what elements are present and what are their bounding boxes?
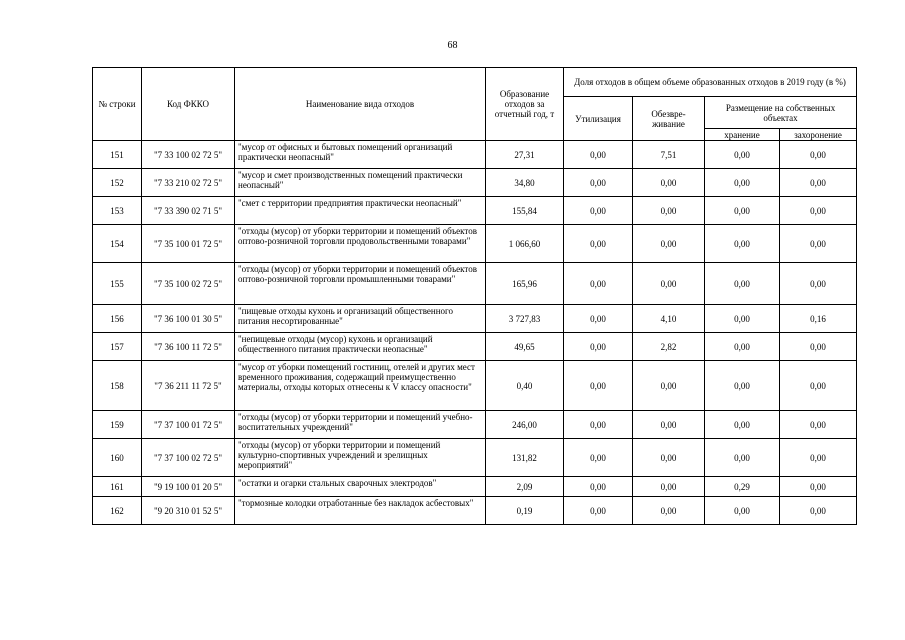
storage-value: 0,00 — [705, 197, 780, 225]
table-row — [93, 361, 857, 411]
neutralization-value: 0,00 — [633, 225, 705, 263]
fkko-code: "7 33 100 02 72 5" — [142, 141, 235, 169]
row-number: 151 — [93, 141, 142, 169]
burial-value: 0,00 — [780, 411, 857, 439]
utilization-value: 0,00 — [564, 411, 633, 439]
row-number: 158 — [93, 361, 142, 411]
table-row — [93, 477, 857, 497]
neutralization-value: 0,00 — [633, 411, 705, 439]
table-row — [93, 169, 857, 197]
neutralization-value: 0,00 — [633, 197, 705, 225]
row-number: 154 — [93, 225, 142, 263]
neutralization-value: 4,10 — [633, 305, 705, 333]
formed-value: 155,84 — [486, 197, 564, 225]
storage-value: 0,00 — [705, 305, 780, 333]
waste-name: "отходы (мусор) от уборки территории и помещений объектов оптово-розничной торговли продовольственными товарами" — [235, 225, 486, 263]
formed-value: 27,31 — [486, 141, 564, 169]
waste-name: "отходы (мусор) от уборки территории и помещений культурно-спортивных учреждений и зрелищных мероприятий" — [235, 439, 486, 477]
neutralization-value: 0,00 — [633, 497, 705, 525]
formed-value: 165,96 — [486, 263, 564, 305]
page-number: 68 — [447, 40, 458, 51]
burial-value: 0,16 — [780, 305, 857, 333]
neutralization-value: 0,00 — [633, 361, 705, 411]
formed-value: 0,19 — [486, 497, 564, 525]
row-number: 153 — [93, 197, 142, 225]
burial-value: 0,00 — [780, 225, 857, 263]
waste-name: "отходы (мусор) от уборки территории и помещений объектов оптово-розничной торговли промышленными товарами" — [235, 263, 486, 305]
fkko-code: "9 19 100 01 20 5" — [142, 477, 235, 497]
neutralization-value: 0,00 — [633, 169, 705, 197]
utilization-value: 0,00 — [564, 439, 633, 477]
fkko-code: "7 33 210 02 72 5" — [142, 169, 235, 197]
utilization-value: 0,00 — [564, 497, 633, 525]
row-number: 161 — [93, 477, 142, 497]
utilization-value: 0,00 — [564, 305, 633, 333]
waste-name: "пищевые отходы кухонь и организаций общественного питания несортированные" — [235, 305, 486, 333]
table-body — [93, 141, 857, 525]
storage-value: 0,00 — [705, 225, 780, 263]
table-row — [93, 141, 857, 169]
fkko-code: "7 35 100 01 72 5" — [142, 225, 235, 263]
header-fkko-code: Код ФККО — [142, 68, 235, 141]
waste-name: "непищевые отходы (мусор) кухонь и организаций общественного питания практически неопасные" — [235, 333, 486, 361]
table-row — [93, 497, 857, 525]
utilization-value: 0,00 — [564, 361, 633, 411]
waste-name: "мусор от офисных и бытовых помещений организаций практически неопасный" — [235, 141, 486, 169]
row-number: 160 — [93, 439, 142, 477]
waste-name: "отходы (мусор) от уборки территории и помещений учебно-воспитательных учреждений" — [235, 411, 486, 439]
storage-value: 0,00 — [705, 439, 780, 477]
header-formed: Образование отходов за отчетный год, т — [486, 68, 564, 141]
storage-value: 0,00 — [705, 497, 780, 525]
utilization-value: 0,00 — [564, 197, 633, 225]
burial-value: 0,00 — [780, 169, 857, 197]
header-share-group: Доля отходов в общем объеме образованных отходов в 2019 году (в %) — [564, 68, 857, 97]
formed-value: 49,65 — [486, 333, 564, 361]
neutralization-value: 0,00 — [633, 439, 705, 477]
formed-value: 2,09 — [486, 477, 564, 497]
row-number: 156 — [93, 305, 142, 333]
table-row — [93, 411, 857, 439]
utilization-value: 0,00 — [564, 263, 633, 305]
burial-value: 0,00 — [780, 197, 857, 225]
waste-name: "мусор от уборки помещений гостиниц, отелей и других мест временного проживания, содержащий преимущественно материалы, отходы которых отнесены к V классу опасности" — [235, 361, 486, 411]
row-number: 162 — [93, 497, 142, 525]
storage-value: 0,00 — [705, 141, 780, 169]
row-number: 155 — [93, 263, 142, 305]
neutralization-value: 0,00 — [633, 263, 705, 305]
storage-value: 0,00 — [705, 361, 780, 411]
header-row-no: № строки — [93, 68, 142, 141]
waste-name: "смет с территории предприятия практически неопасный" — [235, 197, 486, 225]
burial-value: 0,00 — [780, 361, 857, 411]
formed-value: 3 727,83 — [486, 305, 564, 333]
utilization-value: 0,00 — [564, 225, 633, 263]
row-number: 152 — [93, 169, 142, 197]
utilization-value: 0,00 — [564, 141, 633, 169]
burial-value: 0,00 — [780, 439, 857, 477]
table-row — [93, 197, 857, 225]
header-burial: захоронение — [780, 129, 857, 141]
neutralization-value: 7,51 — [633, 141, 705, 169]
table-row — [93, 225, 857, 263]
table-row — [93, 333, 857, 361]
waste-name: "мусор и смет производственных помещений практически неопасный" — [235, 169, 486, 197]
storage-value: 0,29 — [705, 477, 780, 497]
formed-value: 246,00 — [486, 411, 564, 439]
fkko-code: "9 20 310 01 52 5" — [142, 497, 235, 525]
burial-value: 0,00 — [780, 263, 857, 305]
storage-value: 0,00 — [705, 263, 780, 305]
header-utilization: Утилизация — [564, 97, 633, 141]
neutralization-value: 2,82 — [633, 333, 705, 361]
table-row — [93, 305, 857, 333]
table-row — [93, 439, 857, 477]
header-placement-group: Размещение на собственных объектах — [705, 97, 857, 129]
waste-name: "тормозные колодки отработанные без накладок асбестовых" — [235, 497, 486, 525]
burial-value: 0,00 — [780, 141, 857, 169]
formed-value: 0,40 — [486, 361, 564, 411]
formed-value: 34,80 — [486, 169, 564, 197]
storage-value: 0,00 — [705, 411, 780, 439]
fkko-code: "7 36 211 11 72 5" — [142, 361, 235, 411]
fkko-code: "7 33 390 02 71 5" — [142, 197, 235, 225]
neutralization-value: 0,00 — [633, 477, 705, 497]
fkko-code: "7 37 100 01 72 5" — [142, 411, 235, 439]
table-header — [93, 68, 857, 141]
waste-table — [92, 67, 857, 525]
row-number: 159 — [93, 411, 142, 439]
header-storage: хранение — [705, 129, 780, 141]
fkko-code: "7 36 100 11 72 5" — [142, 333, 235, 361]
fkko-code: "7 36 100 01 30 5" — [142, 305, 235, 333]
storage-value: 0,00 — [705, 333, 780, 361]
table-row — [93, 263, 857, 305]
utilization-value: 0,00 — [564, 333, 633, 361]
header-neutralization: Обезвре-живание — [633, 97, 705, 141]
burial-value: 0,00 — [780, 333, 857, 361]
waste-name: "остатки и огарки стальных сварочных электродов" — [235, 477, 486, 497]
formed-value: 131,82 — [486, 439, 564, 477]
fkko-code: "7 37 100 02 72 5" — [142, 439, 235, 477]
utilization-value: 0,00 — [564, 477, 633, 497]
formed-value: 1 066,60 — [486, 225, 564, 263]
storage-value: 0,00 — [705, 169, 780, 197]
burial-value: 0,00 — [780, 477, 857, 497]
header-waste-name: Наименование вида отходов — [235, 68, 486, 141]
utilization-value: 0,00 — [564, 169, 633, 197]
row-number: 157 — [93, 333, 142, 361]
fkko-code: "7 35 100 02 72 5" — [142, 263, 235, 305]
burial-value: 0,00 — [780, 497, 857, 525]
